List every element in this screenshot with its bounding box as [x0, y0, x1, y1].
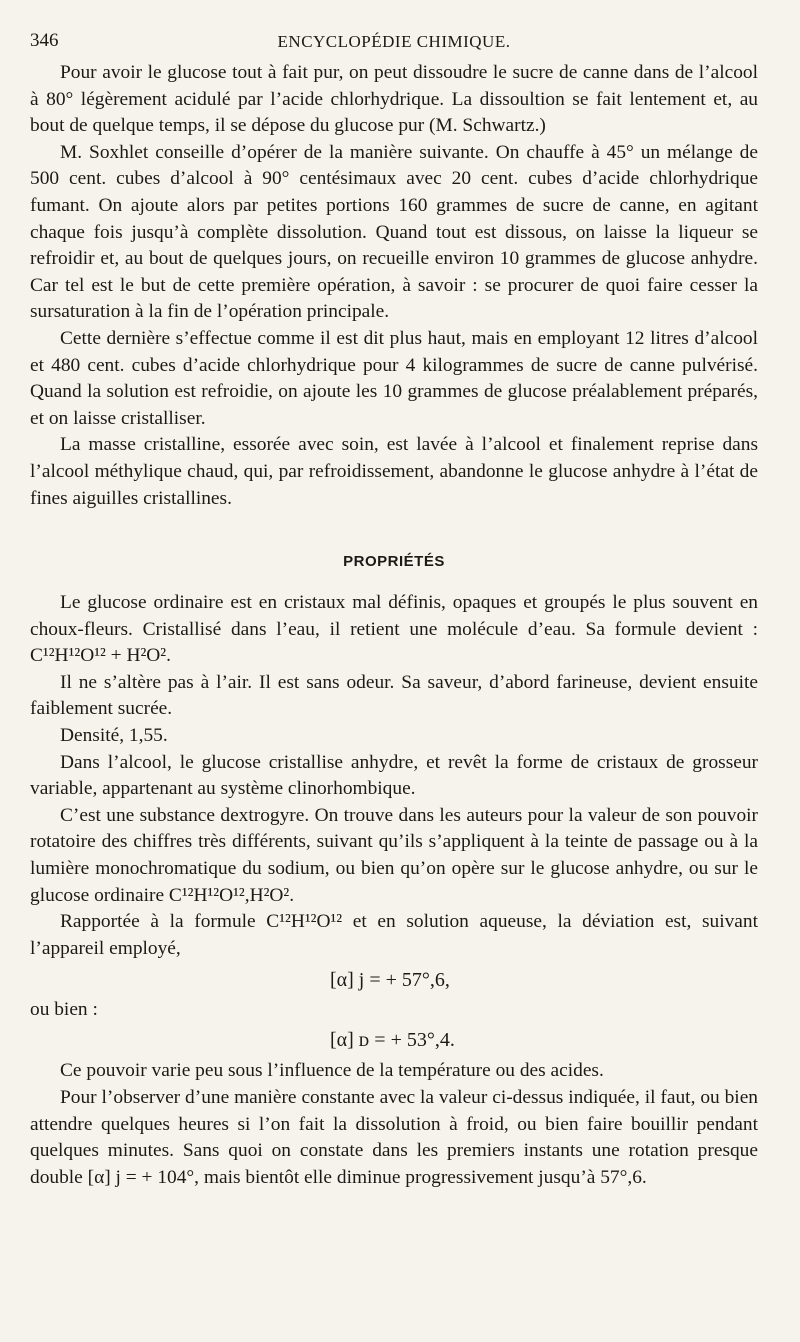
paragraph: Le glucose ordinaire est en cristaux mal définis, opaques et groupés le plus souvent en choux-fleurs. Cristallisé dans l’eau, il retient une molécule d’eau. Sa formule devient : C¹²H¹²O¹² + H²O².: [30, 592, 758, 667]
formula-line-or: [30, 998, 758, 1022]
rotation-formula-d: [α] ᴅ = + 53°,4.: [330, 1029, 455, 1052]
paragraph: Ce pouvoir varie peu sous l’influence de la température ou des acides.: [60, 1060, 604, 1082]
section-title: PROPRIÉTÉS: [343, 553, 445, 571]
paragraph: Densité, 1,55.: [60, 725, 168, 747]
paragraph: Cette dernière s’effectue comme il est dit plus haut, mais en employant 12 litres d’alcool et 480 cent. cubes d’acide chlorhydrique pour 4 kilogrammes de sucre de canne pulvérisé. Quand la solution est refroidie, on ajoute les 10 grammes de glucose préalablement préparés, et on laisse cristalliser.: [30, 327, 758, 429]
paragraph: Rapportée à la formule C¹²H¹²O¹² et en solution aqueuse, la déviation est, suivant l’appareil employé,: [30, 911, 758, 959]
paragraph: La masse cristalline, essorée avec soin, est lavée à l’alcool et finalement reprise dans l’alcool méthylique chaud, qui, par refroidissement, abandonne le glucose anhydre à l’état de fines aiguilles cristallines.: [30, 434, 758, 509]
paragraph: Pour l’observer d’une manière constante avec la valeur ci-dessus indiquée, il faut, ou bien attendre quelques heures si l’on fait la dissolution à froid, ou bien faire bouillir pendant quelques minutes. Sans quoi on constate dans les premiers instants une rotation presque double [α] j = + 104°, mais bientôt elle diminue progressivement jusqu’à 57°,6.: [30, 1087, 758, 1188]
paragraph: Pour avoir le glucose tout à fait pur, on peut dissoudre le sucre de canne dans de l’alcool à 80° légèrement acidulé par l’acide chlorhydrique. La dissoultion se fait lentement et, au bout de quelque temps, il se dépose du glucose pur (M. Schwartz.): [30, 62, 758, 137]
rotation-formula-j: [α] j = + 57°,6,: [330, 969, 450, 992]
running-title: ENCYCLOPÉDIE CHIMIQUE.: [277, 32, 511, 51]
page-number: 346: [30, 30, 59, 51]
or-label: ou bien :: [30, 999, 98, 1021]
paragraph: M. Soxhlet conseille d’opérer de la manière suivante. On chauffe à 45° un mélange de 500 cent. cubes d’alcool à 90° centésimaux avec 20 cent. cubes d’acide chlorhydrique fumant. On ajoute alors par petites portions 160 grammes de sucre de canne, en agitant chaque fois jusqu’à complète dissolution. Quand tout est dissous, on laisse la liqueur se refroidir et, au bout de quelques jours, on recueille environ 10 grammes de glucose anhydre. Car tel est le but de cette première opération, à savoir : se procurer de quoi faire cesser la sursaturation à la fin de l’opération principale.: [30, 141, 758, 323]
page-header: [30, 30, 758, 56]
formula-line-2: [30, 1022, 758, 1058]
body-text: [30, 60, 758, 1191]
paragraph: Dans l’alcool, le glucose cristallise anhydre, et revêt la forme de cristaux de grosseur variable, appartenant au système clinorhombique.: [30, 751, 758, 800]
paragraph: C’est une substance dextrogyre. On trouve dans les auteurs pour la valeur de son pouvoir rotatoire des chiffres très différents, suivant qu’ils s’appliquent à la teinte de passage ou à la lumière monochromatique du sodium, ou bien qu’on opère sur le glucose anhydre, ou sur le glucose ordinaire C¹²H¹²O¹²,H²O².: [30, 804, 758, 906]
formula-line-1: [30, 962, 758, 998]
paragraph: Il ne s’altère pas à l’air. Il est sans odeur. Sa saveur, d’abord farineuse, devient ensuite faiblement sucrée.: [30, 671, 758, 720]
